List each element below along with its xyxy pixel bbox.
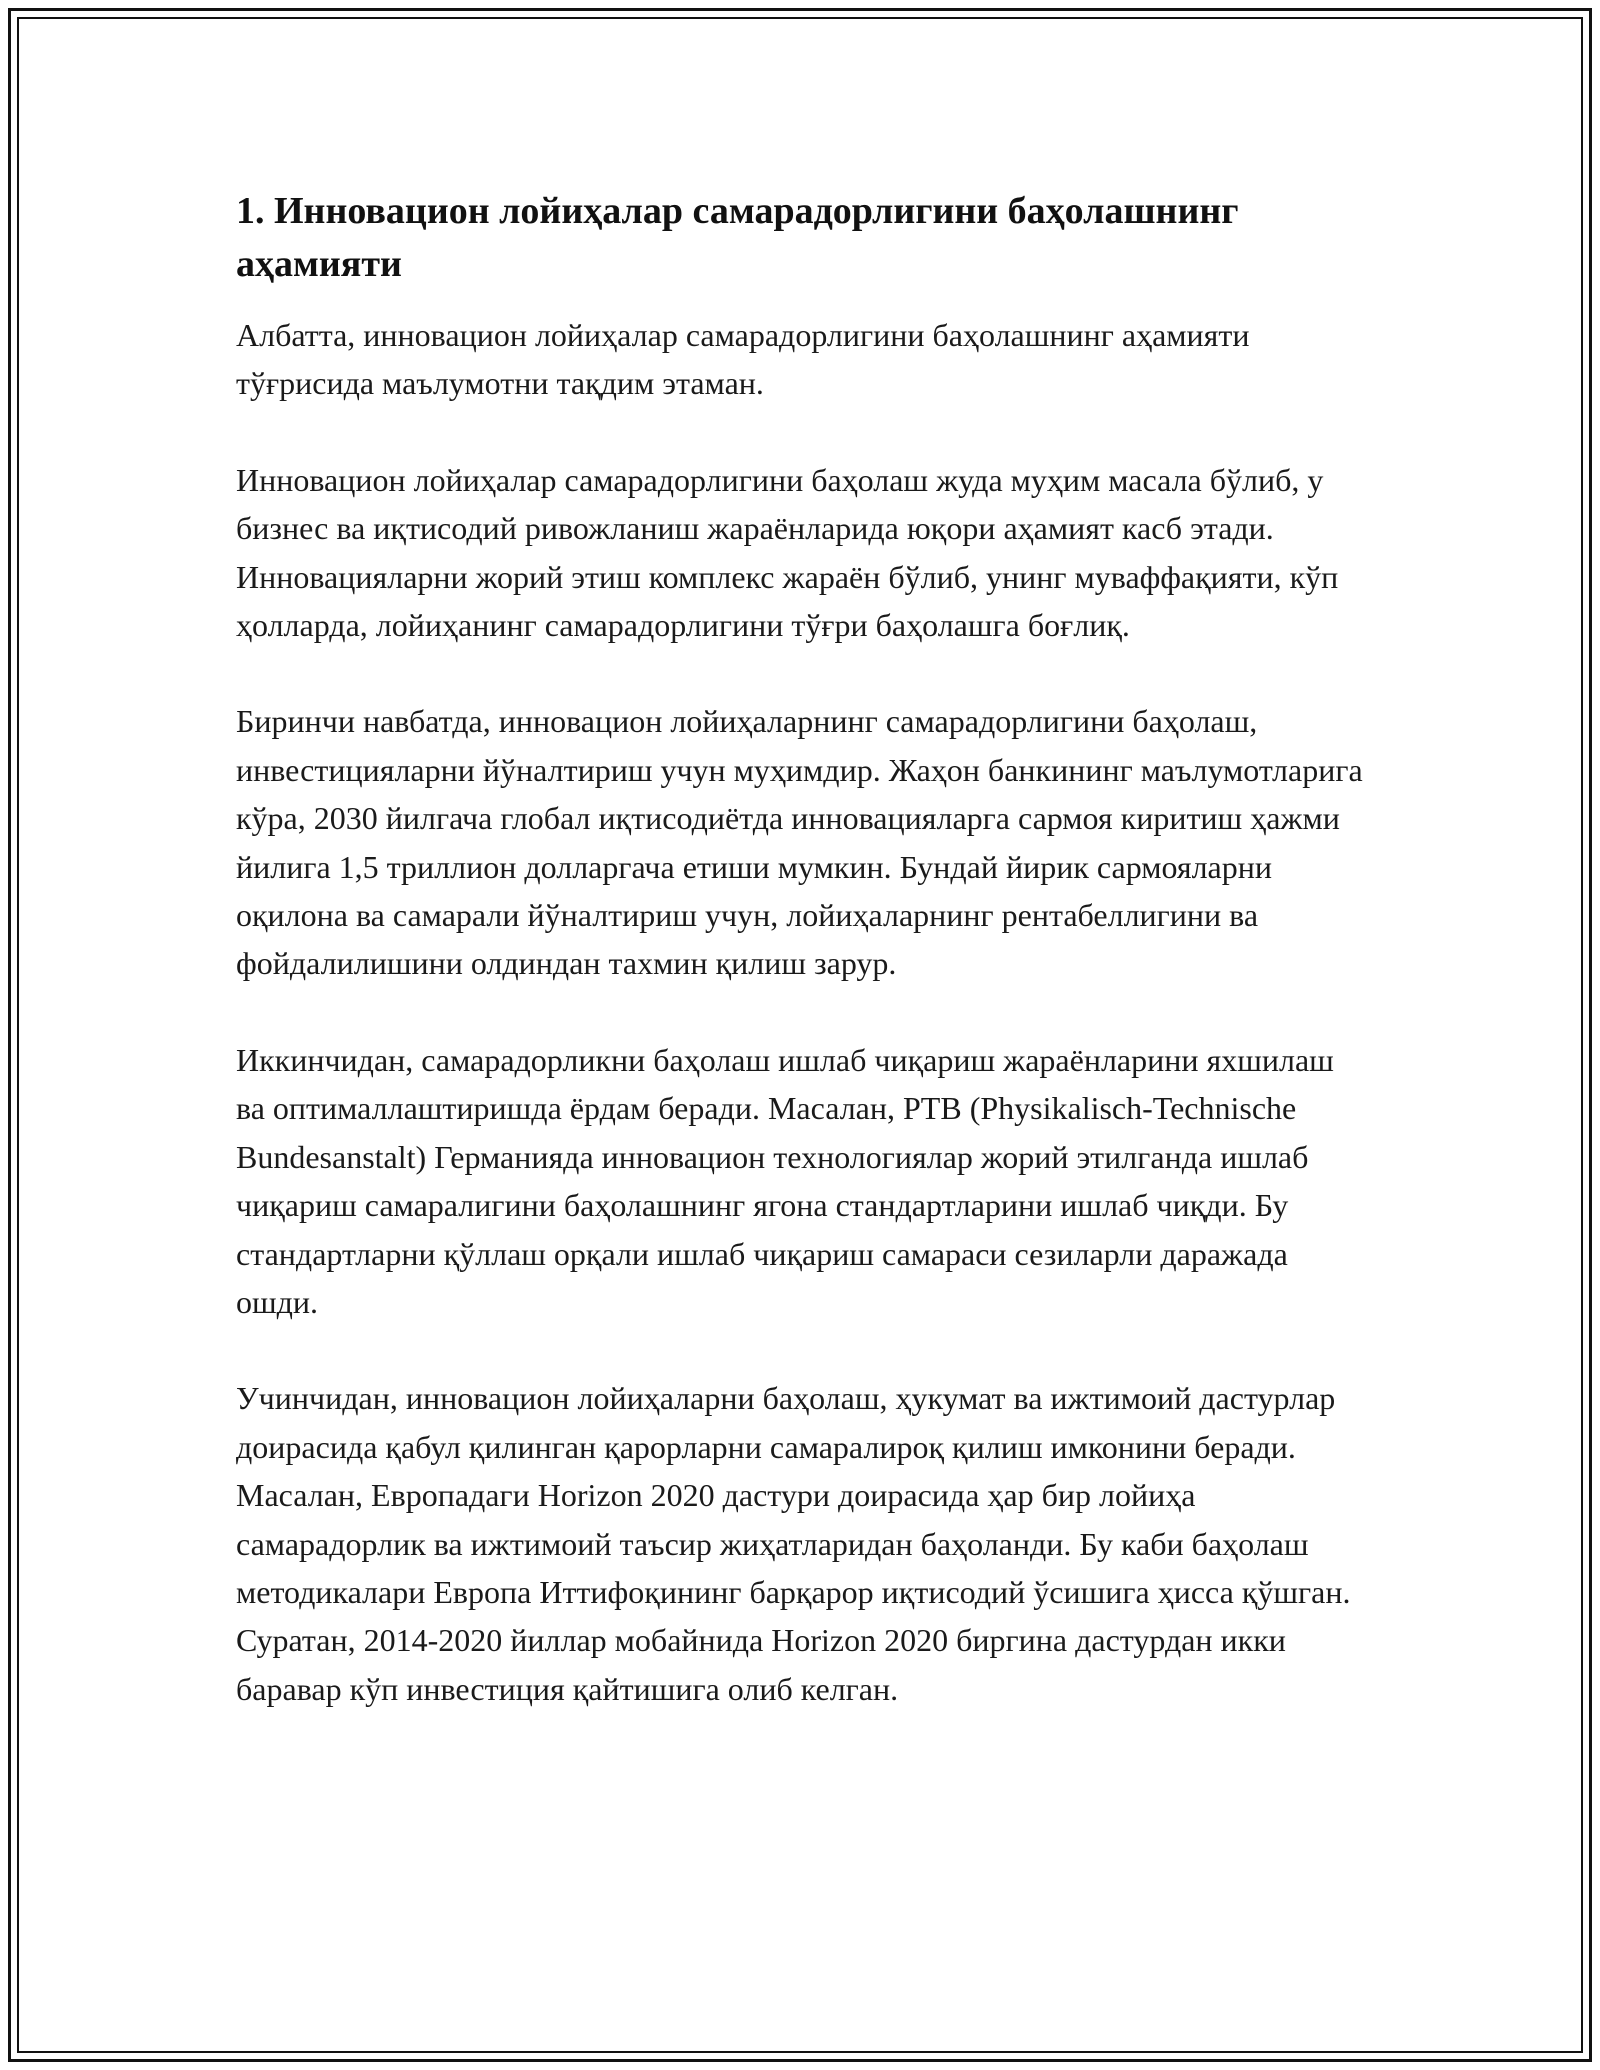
paragraph-second-point: Иккинчидан, самарадорликни баҳолаш ишлаб чиқариш жараёнларини яхшилаш ва оптималлаштиришда ёрдам беради. Масалан, PTB (Physikalisch-Technische Bundesanstalt) Германияда инновацион технологиялар жорий этилганда ишлаб чиқариш самаралигини баҳолашнинг ягона стандартларини ишлаб чиқди. Бу стандартларни қўллаш орқали ишлаб чиқариш самараси сезиларли даражада ошди. <box>236 1041 1334 1320</box>
paragraph-importance: Инновацион лойиҳалар самарадорлигини баҳолаш жуда муҳим масала бўлиб, у бизнес ва иқтисодий ривожланиш жараёнларида юқори аҳамият касб этади. Инновацияларни жорий этиш комплекс жараён бўлиб, унинг муваффақияти, кўп ҳолларда, лойиҳанинг самарадорлигини тўғри баҳолашга боғлиқ. <box>236 461 1339 644</box>
section-title: 1. Инновацион лойиҳалар самарадорлигини баҳолашнинг аҳамияти <box>236 190 1239 285</box>
paragraph-third-point: Учинчидан, инновацион лойиҳаларни баҳолаш, ҳукумат ва ижтимоий дастурлар доирасида қабул қилинган қарорларни самаралироқ қилиш имконини беради. Масалан, Европадаги Horizon 2020 дастури доирасида ҳар бир лойиҳа самарадорлик ва ижтимоий таъсир жиҳатларидан баҳоланди. Бу каби баҳолаш методикалари Европа Иттифоқининг барқарор иқтисодий ўсишига ҳисса қўшган. Суратан, 2014-2020 йиллар мобайнида Horizon 2020 биргина дастурдан икки баравар кўп инвестиция қайтишига олиб келган. <box>236 1380 1351 1707</box>
paragraph-intro: Албатта, инновацион лойиҳалар самарадорлигини баҳолашнинг аҳамияти тўғрисида маълумотни тақдим этаман. <box>236 317 1250 402</box>
document-body <box>236 185 1366 1761</box>
paragraph-first-point: Биринчи навбатда, инновацион лойиҳаларнинг самарадорлигини баҳолаш, инвестицияларни йўналтириш учун муҳимдир. Жаҳон банкининг маълумотларига кўра, 2030 йилгача глобал иқтисодиётда инновацияларга сармоя киритиш ҳажми йилига 1,5 триллион долларгача етиши мумкин. Бундай йирик сармояларни оқилона ва самарали йўналтириш учун, лойиҳаларнинг рентабеллигини ва фойдалилишини олдиндан тахмин қилиш зарур. <box>236 703 1363 982</box>
